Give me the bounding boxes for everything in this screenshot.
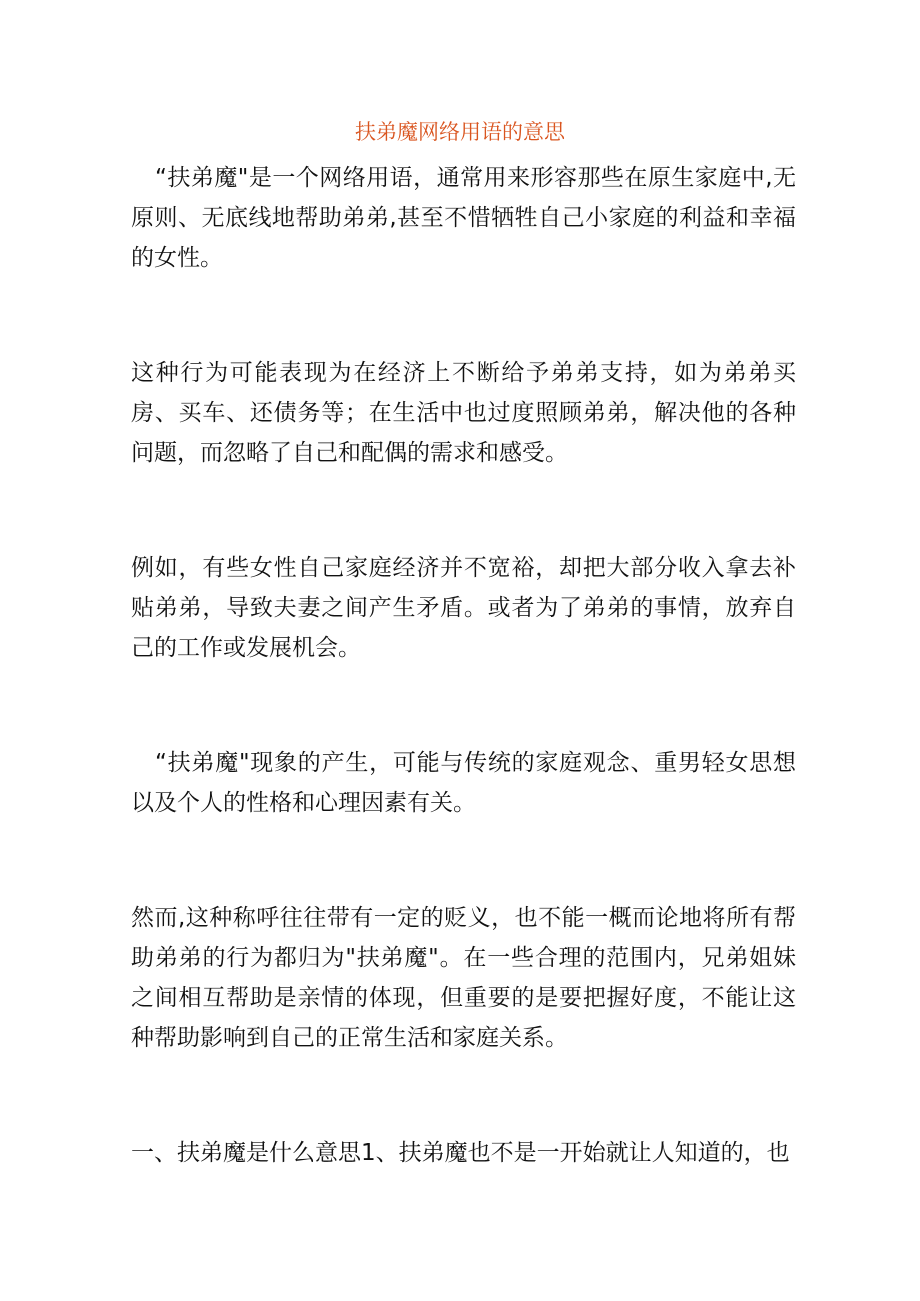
paragraph-example: 例如，有些女性自己家庭经济并不宽裕，却把大部分收入拿去补贴弟弟，导致夫妻之间产生矛盾。或者为了弟弟的事情，放弃自己的工作或发展机会。 — [131, 555, 796, 661]
paragraph-caveat: 然而,这种称呼往往带有一定的贬义，也不能一概而论地将所有帮助弟弟的行为都归为"扶弟魔"。在一些合理的范围内，兄弟姐妹之间相互帮助是亲情的体现，但重要的是要把握好度，不能让这种帮助影响到自己的正常生活和家庭关系。 — [131, 905, 796, 1051]
paragraph-causes: “扶弟魔"现象的产生，可能与传统的家庭观念、重男轻女思想以及个人的性格和心理因素有关。 — [131, 750, 796, 816]
document-title: 扶弟魔网络用语的意思 — [355, 120, 565, 144]
paragraph-section-one: 一、扶弟魔是什么意思1、扶弟魔也不是一开始就让人知道的，也 — [131, 1140, 790, 1166]
document-body — [131, 158, 796, 1173]
paragraph-behavior: 这种行为可能表现为在经济上不断给予弟弟支持，如为弟弟买房、买车、还债务等；在生活中也过度照顾弟弟，解决他的各种问题，而忽略了自己和配偶的需求和感受。 — [131, 360, 796, 466]
paragraph-definition: “扶弟魔"是一个网络用语，通常用来形容那些在原生家庭中,无原则、无底线地帮助弟弟,甚至不惜牺牲自己小家庭的利益和幸福的女性。 — [131, 165, 796, 271]
